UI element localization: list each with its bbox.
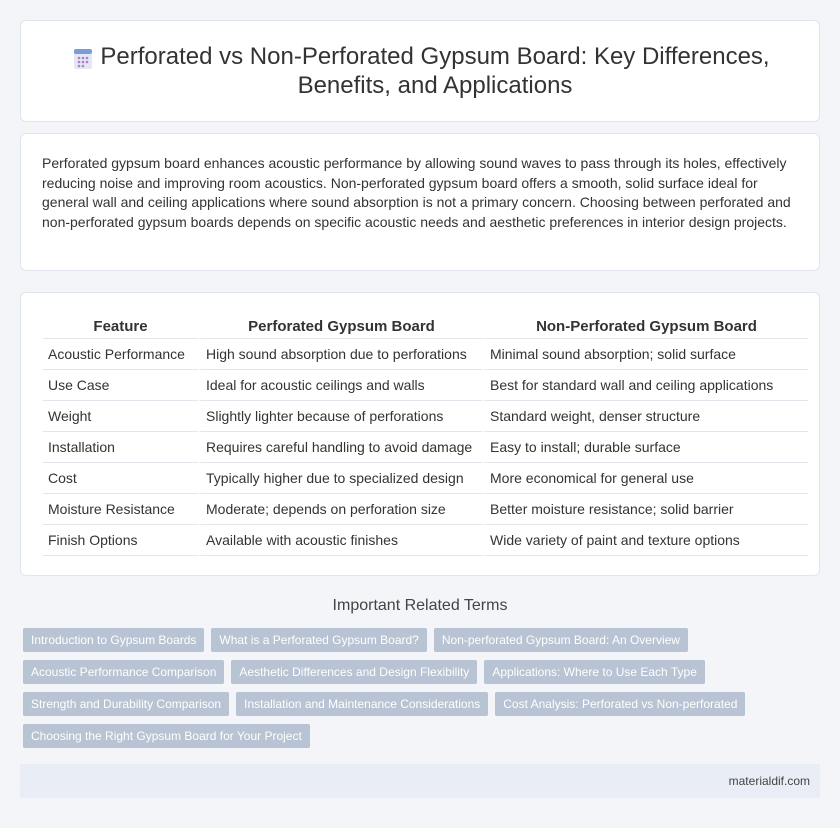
related-term-tag[interactable]: What is a Perforated Gypsum Board? bbox=[211, 628, 426, 652]
table-cell-feature: Acoustic Performance bbox=[43, 339, 198, 370]
intro-paragraph: Perforated gypsum board enhances acoustic performance by allowing sound waves to pass through its holes, effectively reducing noise and improving room acoustics. Non-perforated gypsum board offers a smooth, solid surface ideal for general wall and ceiling applications where sound absorption is not a primary concern. Choosing between perforated and non-perforated gypsum boards depends on specific acoustic needs and aesthetic preferences in interior design projects. bbox=[42, 155, 791, 230]
column-header-perforated: Perforated Gypsum Board bbox=[198, 315, 482, 339]
table-cell-feature: Weight bbox=[43, 401, 198, 432]
table-row bbox=[43, 525, 808, 556]
related-term-tag[interactable]: Aesthetic Differences and Design Flexibility bbox=[231, 660, 477, 684]
site-name[interactable]: materialdif.com bbox=[728, 774, 810, 788]
table-cell-perforated: Typically higher due to specialized design bbox=[198, 463, 482, 494]
related-term-tag[interactable]: Installation and Maintenance Considerations bbox=[236, 692, 488, 716]
column-header-feature: Feature bbox=[43, 315, 198, 339]
comparison-card bbox=[20, 292, 820, 576]
related-term-tag[interactable]: Acoustic Performance Comparison bbox=[23, 660, 224, 684]
table-cell-non-perforated: Best for standard wall and ceiling applications bbox=[482, 370, 808, 401]
related-term-tag[interactable]: Choosing the Right Gypsum Board for Your Project bbox=[23, 724, 310, 748]
table-row bbox=[43, 463, 808, 494]
table-cell-feature: Use Case bbox=[43, 370, 198, 401]
table-cell-non-perforated: More economical for general use bbox=[482, 463, 808, 494]
table-row bbox=[43, 494, 808, 525]
table-row bbox=[43, 339, 808, 370]
related-term-tag[interactable]: Applications: Where to Use Each Type bbox=[484, 660, 705, 684]
table-header-row bbox=[43, 315, 808, 339]
table-cell-perforated: Requires careful handling to avoid damage bbox=[198, 432, 482, 463]
table-row bbox=[43, 432, 808, 463]
table-cell-perforated: Slightly lighter because of perforations bbox=[198, 401, 482, 432]
table-row bbox=[43, 370, 808, 401]
related-term-tag[interactable]: Introduction to Gypsum Boards bbox=[23, 628, 204, 652]
table-cell-non-perforated: Standard weight, denser structure bbox=[482, 401, 808, 432]
related-terms-heading: Important Related Terms bbox=[332, 597, 508, 614]
related-terms-list bbox=[23, 628, 823, 748]
related-term-tag[interactable]: Cost Analysis: Perforated vs Non-perforated bbox=[495, 692, 745, 716]
column-header-non-perforated: Non-Perforated Gypsum Board bbox=[482, 315, 808, 339]
table-cell-feature: Finish Options bbox=[43, 525, 198, 556]
table-row bbox=[43, 401, 808, 432]
table-cell-feature: Cost bbox=[43, 463, 198, 494]
related-term-tag[interactable]: Strength and Durability Comparison bbox=[23, 692, 229, 716]
table-cell-non-perforated: Better moisture resistance; solid barrier bbox=[482, 494, 808, 525]
table-cell-non-perforated: Wide variety of paint and texture options bbox=[482, 525, 808, 556]
table-cell-perforated: Moderate; depends on perforation size bbox=[198, 494, 482, 525]
comparison-table bbox=[43, 315, 808, 556]
header-card bbox=[20, 20, 820, 122]
related-term-tag[interactable]: Non-perforated Gypsum Board: An Overview bbox=[434, 628, 688, 652]
table-cell-feature: Moisture Resistance bbox=[43, 494, 198, 525]
table-cell-non-perforated: Easy to install; durable surface bbox=[482, 432, 808, 463]
page-title: Perforated vs Non-Perforated Gypsum Board: Key Differences, Benefits, and Applications bbox=[100, 43, 770, 99]
table-cell-perforated: Ideal for acoustic ceilings and walls bbox=[198, 370, 482, 401]
table-cell-perforated: Available with acoustic finishes bbox=[198, 525, 482, 556]
table-cell-feature: Installation bbox=[43, 432, 198, 463]
table-cell-perforated: High sound absorption due to perforations bbox=[198, 339, 482, 370]
footer bbox=[20, 764, 820, 798]
intro-card bbox=[20, 133, 820, 271]
table-cell-non-perforated: Minimal sound absorption; solid surface bbox=[482, 339, 808, 370]
